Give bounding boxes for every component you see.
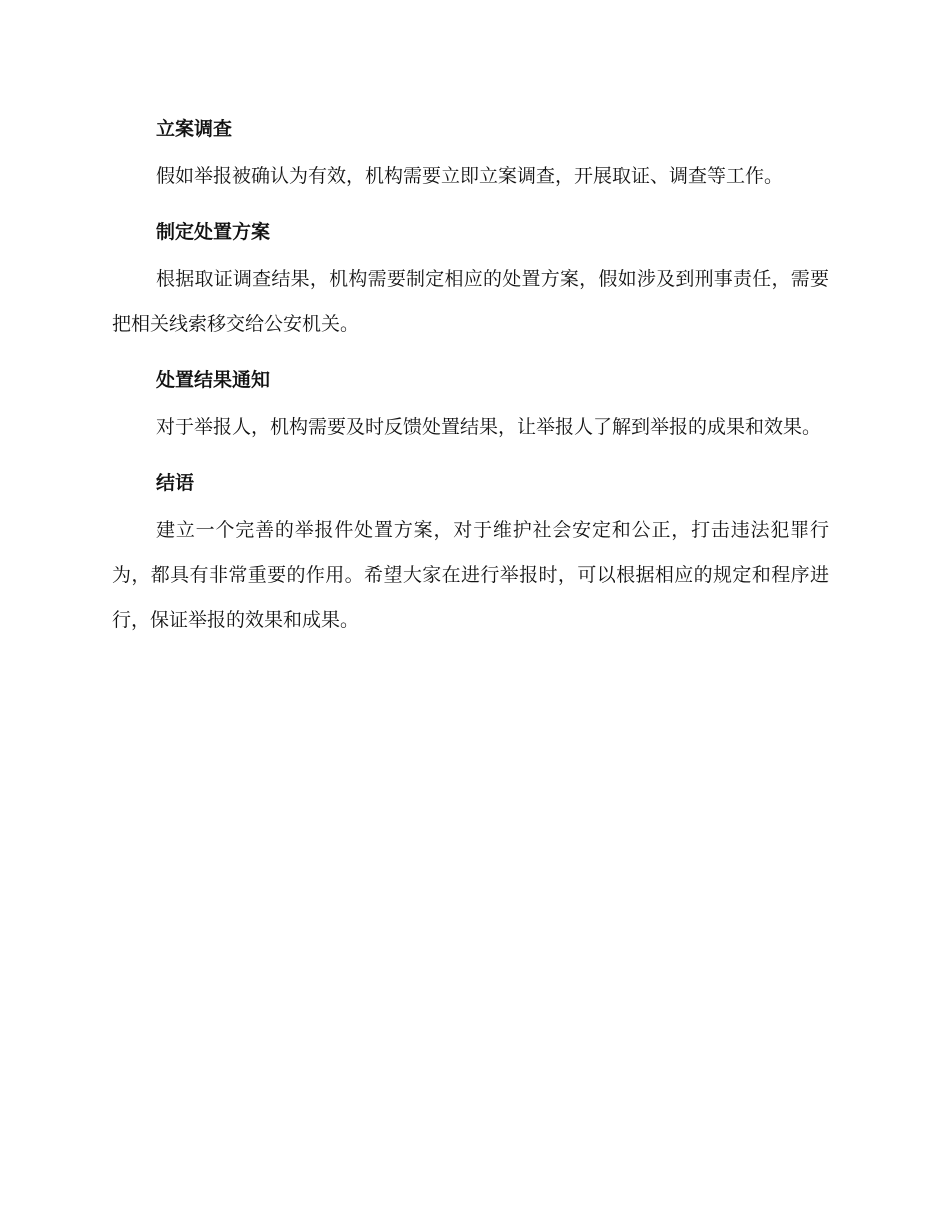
section-heading: 结语 xyxy=(156,472,195,494)
section-body: 对于举报人，机构需要及时反馈处置结果，让举报人了解到举报的成果和效果。 xyxy=(156,416,822,438)
section-body: 建立一个完善的举报件处置方案，对于维护社会安定和公正，打击违法犯罪行为，都具有非常重要的作用。希望大家在进行举报时，可以根据相应的规定和程序进行，保证举报的效果和成果。 xyxy=(112,519,829,631)
section-body: 假如举报被确认为有效，机构需要立即立案调查，开展取证、调查等工作。 xyxy=(156,165,784,187)
section-body: 根据取证调查结果，机构需要制定相应的处置方案，假如涉及到刑事责任，需要把相关线索移交给公安机关。 xyxy=(112,268,829,335)
section-heading: 制定处置方案 xyxy=(156,221,271,243)
section-heading: 处置结果通知 xyxy=(156,369,271,391)
section-case-investigation xyxy=(112,110,829,199)
document-page xyxy=(112,110,829,657)
section-disposal-plan xyxy=(112,213,829,347)
section-conclusion xyxy=(112,464,829,643)
section-heading: 立案调查 xyxy=(156,118,233,140)
section-result-notification xyxy=(112,361,829,450)
